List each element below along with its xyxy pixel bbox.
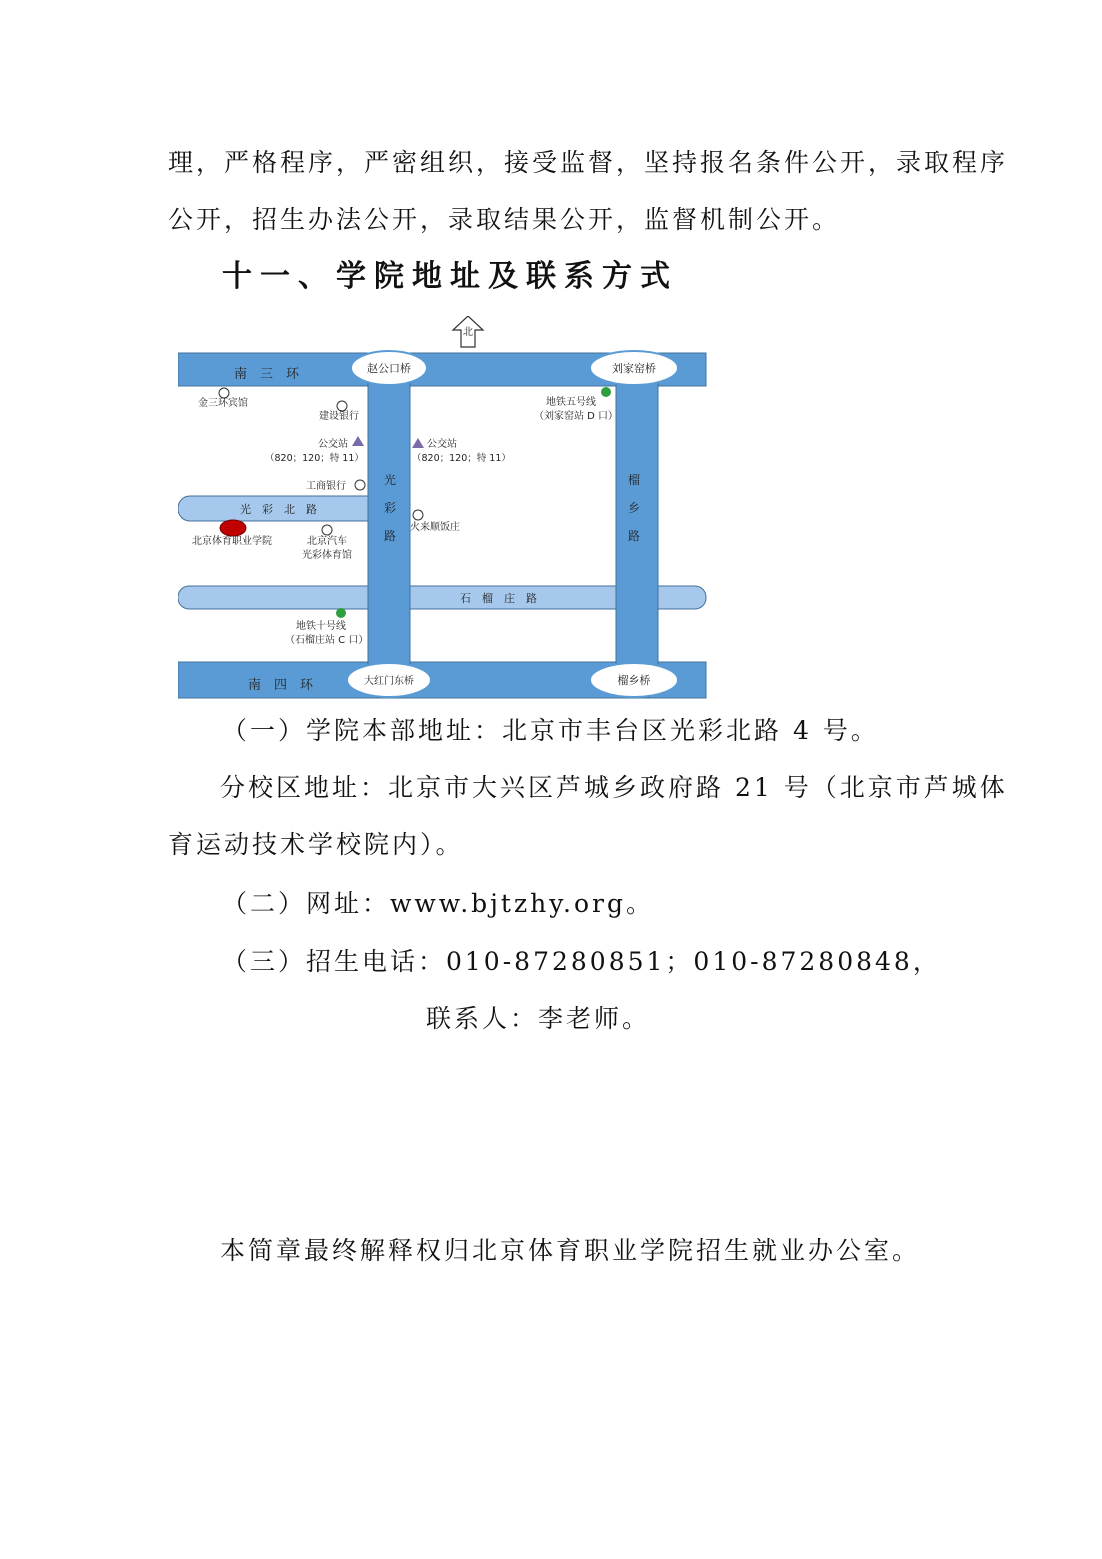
south-third-ring-label: 南 三 环	[234, 367, 300, 382]
huolaishun-label: 火来顺饭庄	[410, 522, 460, 533]
section-heading: 十一、学院地址及联系方式	[222, 259, 678, 294]
liuxiang-road-label-1: 榴	[627, 473, 641, 487]
construction-bank-marker	[337, 401, 347, 411]
bus-stop-right-icon	[412, 438, 424, 448]
paragraph-line-2: 公开，招生办法公开，录取结果公开，监督机制公开。	[168, 205, 841, 234]
bus-stop-left-icon	[352, 436, 364, 446]
college-label: 北京体育职业学院	[192, 536, 272, 547]
metro10-exit-label: （石榴庄站 C 口）	[285, 635, 369, 646]
bus-routes-left-label: （820；120；特 11）	[265, 453, 364, 464]
construction-bank-label: 建设银行	[319, 411, 359, 422]
metro10-icon	[336, 608, 346, 618]
south-fourth-ring-label: 南 四 环	[248, 678, 314, 693]
auto-stadium-label-2: 光彩体育馆	[302, 550, 352, 561]
guangcai-road-label-1: 光	[383, 473, 397, 487]
address-main: （一）学院本部地址：北京市丰台区光彩北路 4 号。	[222, 716, 879, 745]
metro5-label: 地铁五号线	[546, 397, 596, 408]
north-label: 北	[463, 327, 473, 338]
contact-line: 联系人：李老师。	[426, 1004, 651, 1033]
jinsanhuan-hotel-label: 金三环宾馆	[198, 398, 248, 409]
bus-stop-left-label: 公交站	[318, 439, 348, 450]
auto-stadium-label-1: 北京汽车	[307, 536, 347, 547]
dahongmen-east-bridge-label: 大红门东桥	[364, 676, 414, 687]
footer-note: 本简章最终解释权归北京体育职业学院招生就业办公室。	[220, 1236, 921, 1265]
bus-stop-right-label: 公交站	[427, 439, 457, 450]
jinsanhuan-hotel-marker	[219, 388, 229, 398]
metro10-label: 地铁十号线	[296, 621, 346, 632]
metro5-icon	[601, 387, 611, 397]
college-marker	[220, 520, 246, 536]
shiliuzhuang-road-label: 石 榴 庄 路	[460, 592, 537, 605]
liuxiang-road-label-2: 乡	[627, 501, 641, 515]
zhaogongkou-bridge-label: 赵公口桥	[367, 362, 411, 375]
north-arrow-icon	[453, 316, 483, 347]
icbc-label: 工商银行	[306, 481, 346, 492]
website-line: （二）网址：www.bjtzhy.org。	[222, 889, 655, 918]
huolaishun-marker	[413, 510, 423, 520]
metro5-exit-label: （刘家窑站 D 口）	[534, 411, 619, 422]
liujiayao-bridge-label: 刘家窑桥	[612, 362, 656, 375]
guangcai-road-label-2: 彩	[383, 501, 397, 515]
auto-stadium-marker	[322, 525, 332, 535]
phone-line: （三）招生电话：010-87280851；010-87280848，	[222, 947, 941, 976]
location-map	[178, 316, 708, 700]
liuxiang-bridge-label: 榴乡桥	[617, 674, 651, 687]
address-branch-line-1: 分校区地址：北京市大兴区芦城乡政府路 21 号（北京市芦城体	[220, 773, 1008, 802]
paragraph-line-1: 理，严格程序，严密组织，接受监督，坚持报名条件公开，录取程序	[168, 148, 1009, 177]
address-branch-line-2: 育运动技术学校院内）。	[168, 830, 464, 859]
icbc-marker	[355, 480, 365, 490]
liuxiang-road-label-3: 路	[627, 529, 641, 543]
guangcai-north-road-label: 光 彩 北 路	[240, 503, 317, 516]
bus-routes-right-label: （820；120；特 11）	[412, 453, 511, 464]
guangcai-road-label-3: 路	[383, 529, 397, 543]
